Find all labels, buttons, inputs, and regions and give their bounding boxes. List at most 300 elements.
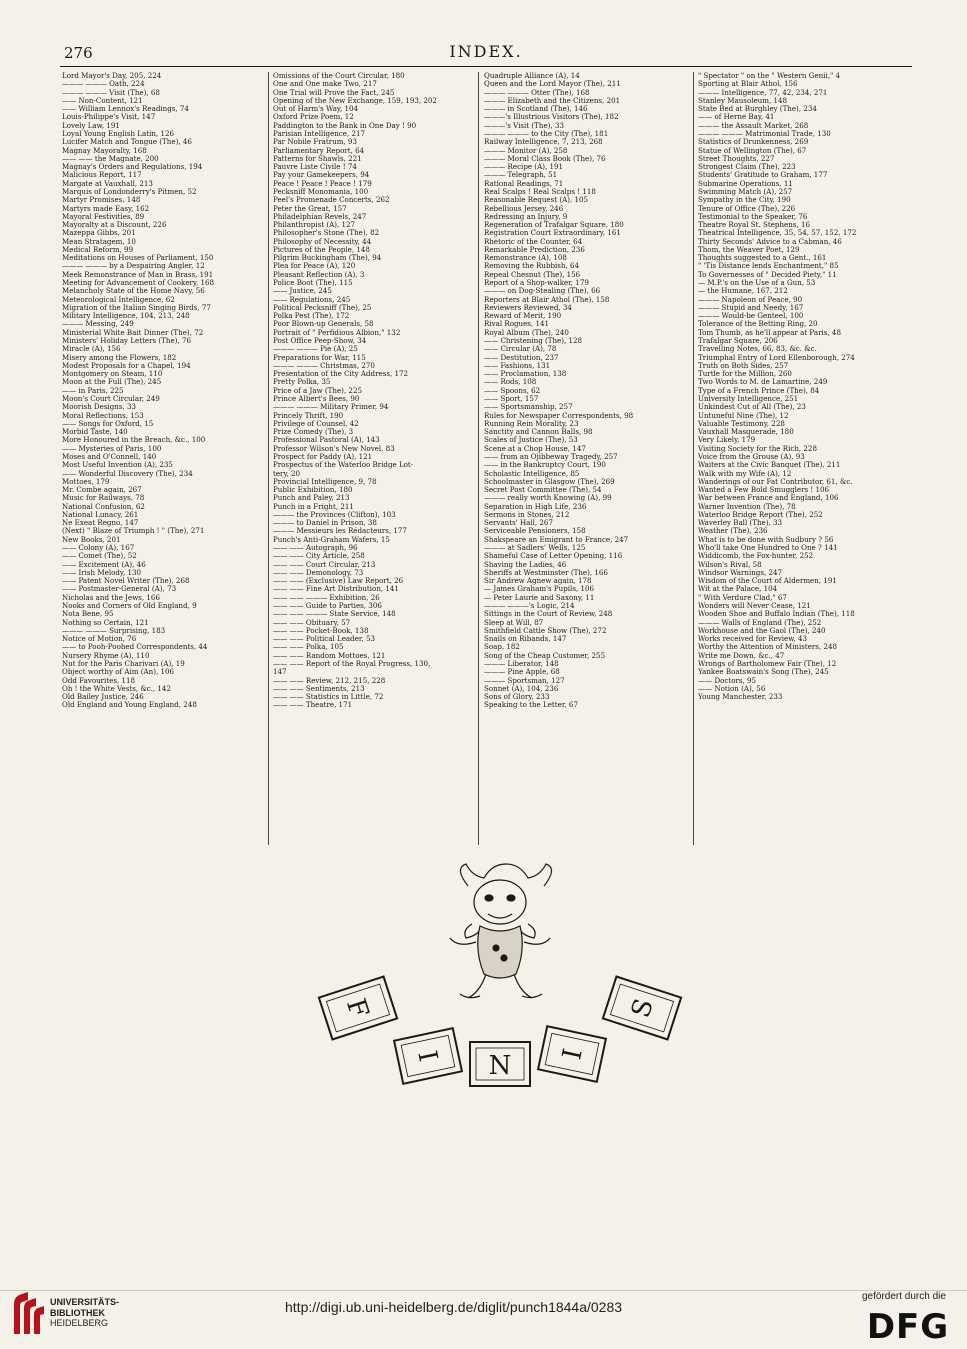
tile-i-second bbox=[538, 1026, 606, 1082]
index-entry: Preparations for War, 115 bbox=[273, 352, 366, 362]
index-entry: Sanctity and Cannon Balls, 98 bbox=[484, 427, 593, 437]
index-entry: Wisdom of the Court of Aldermen, 191 bbox=[698, 576, 837, 586]
index-entry: Reporters at Blair Athol (The), 158 bbox=[484, 294, 610, 304]
index-entry: Old Bailey Justice, 246 bbox=[62, 692, 144, 702]
index-column-3 bbox=[484, 72, 694, 710]
index-entry: Thoughts suggested to a Gent., 161 bbox=[698, 253, 827, 263]
index-entry: Shakspeare an Emigrant to France, 247 bbox=[484, 534, 629, 544]
index-entry: —— Doctors, 95 bbox=[698, 675, 757, 685]
index-entry: ——— ——— Matrimonial Trade, 130 bbox=[698, 128, 831, 138]
index-entry: Wonders will Never Cease, 121 bbox=[698, 601, 811, 610]
index-entry: University Intelligence, 251 bbox=[698, 393, 799, 403]
index-entry: Military Intelligence, 104, 213, 248 bbox=[62, 311, 190, 321]
index-entry: Pilgrim Buckingham (The), 94 bbox=[273, 253, 382, 263]
index-entry: Mottoes, 179 bbox=[62, 476, 110, 486]
index-entry: ——— Intelligence, 77, 42, 234, 271 bbox=[698, 87, 828, 97]
index-entry: State Bed at Burghley (The), 234 bbox=[698, 104, 817, 114]
index-entry: tery, 20 bbox=[273, 468, 301, 478]
index-entry: Street Thoughts, 227 bbox=[698, 153, 775, 163]
index-entry: Martyr Promises, 148 bbox=[62, 195, 141, 205]
index-entry: Pauvre Liste Civile ! 74 bbox=[273, 162, 357, 172]
index-entry: Moon's Court Circular, 249 bbox=[62, 393, 160, 403]
index-entry: —— —— the Magnate, 200 bbox=[62, 153, 159, 163]
index-entry: ——— ——— Visit (The), 68 bbox=[62, 87, 160, 97]
index-entry: Very Likely, 179 bbox=[698, 435, 756, 445]
index-entry: Most Useful Invention (A), 235 bbox=[62, 460, 173, 470]
tile-f bbox=[319, 977, 397, 1040]
index-entry: Odd Favourites, 118 bbox=[62, 675, 136, 685]
index-entry: Rebellious Jersey, 246 bbox=[484, 203, 564, 213]
index-entry: —— —— Polka, 105 bbox=[273, 642, 344, 652]
tile-s bbox=[603, 977, 681, 1040]
index-entry: Prize Comedy (The), 3 bbox=[273, 427, 354, 437]
index-entry: Wanted a Few Bold Smugglers ! 106 bbox=[698, 485, 830, 495]
index-entry: Widdicomb, the Fox-hunter, 252 bbox=[698, 551, 814, 561]
index-entry: " Spectator " on the " Western Genii," 4 bbox=[698, 72, 841, 80]
index-entry: ——— ——— Oath, 224 bbox=[62, 79, 145, 89]
index-entry: Sheriffs at Westminster (The), 166 bbox=[484, 567, 608, 577]
index-entry: ——— ——— Pie (A), 25 bbox=[273, 344, 358, 354]
index-entry: Professor Wilson's New Novel, 83 bbox=[273, 443, 395, 453]
index-entry: National Lunacy, 261 bbox=[62, 509, 139, 519]
index-entry: Sonnet (A), 104, 236 bbox=[484, 683, 559, 693]
index-entry: —— —— ——— Exhibition, 26 bbox=[273, 592, 380, 602]
index-entry: Montgomery on Steam, 110 bbox=[62, 369, 163, 379]
index-entry: Peel's Promenade Concerts, 262 bbox=[273, 195, 390, 205]
index-entry: Lucifer Match and Tongue (The), 46 bbox=[62, 137, 192, 147]
index-entry: Poor Blown-up Generals, 58 bbox=[273, 319, 374, 329]
index-column-2 bbox=[273, 72, 483, 710]
index-entry: Queen and the Lord Mayor (The), 211 bbox=[484, 79, 621, 89]
index-entry: Ne Exeat Regno, 147 bbox=[62, 518, 139, 528]
index-entry: —— —— Court Circular, 213 bbox=[273, 559, 376, 569]
index-entry: Punch and Paley, 213 bbox=[273, 493, 350, 503]
index-entry: Peace ! Peace ! Peace ! 179 bbox=[273, 178, 372, 188]
index-entry: " With Verdure Clad," 67 bbox=[698, 592, 787, 602]
index-entry: Parliamentary Report, 64 bbox=[273, 145, 365, 155]
svg-text:F: F bbox=[339, 995, 375, 1022]
index-entry: Ministers' Holiday Letters (The), 76 bbox=[62, 336, 191, 345]
index-entry: ——— Sportsman, 127 bbox=[484, 675, 565, 685]
index-entry: —— Justice, 245 bbox=[273, 286, 332, 296]
index-entry: Philosopher's Stone (The), 82 bbox=[273, 228, 380, 238]
index-entry: Morbid Taste, 140 bbox=[62, 427, 128, 437]
index-entry: —— —— Demonology, 73 bbox=[273, 567, 364, 577]
index-entry: ——— Walls of England (The), 252 bbox=[698, 617, 822, 627]
index-entry: —— —— Sentiments, 213 bbox=[273, 683, 365, 693]
index-entry: ——— Napoleon of Peace, 90 bbox=[698, 294, 803, 304]
dfg-logo-icon[interactable] bbox=[858, 1304, 958, 1344]
index-entry: ——— Elizabeth and the Citizens, 201 bbox=[484, 95, 621, 105]
index-entry: Mayoral Festivities, 89 bbox=[62, 211, 145, 221]
index-entry: Secret Post Committee (The), 54 bbox=[484, 485, 602, 495]
index-entry: Oh ! the White Vests, &c., 142 bbox=[62, 683, 171, 693]
index-entry: Provincial Intelligence, 9, 78 bbox=[273, 476, 377, 486]
index-entry: Scales of Justice (The), 53 bbox=[484, 435, 578, 445]
index-entry: Statistics of Drunkenness, 269 bbox=[698, 137, 809, 147]
index-entry: Philosophy of Necessity, 44 bbox=[273, 236, 372, 246]
index-entry: Regeneration of Trafalgar Square, 180 bbox=[484, 220, 624, 230]
index-entry: —— Proclamation, 138 bbox=[484, 369, 567, 379]
index-entry: Scholastic Intelligence, 85 bbox=[484, 468, 580, 478]
index-entry: Serviceable Pensioners, 158 bbox=[484, 526, 586, 536]
index-entry: Write me Down, &c., 47 bbox=[698, 650, 785, 660]
index-entry: Snails on Ribands, 147 bbox=[484, 634, 567, 644]
index-entry: Sir Andrew Agnew again, 178 bbox=[484, 576, 592, 586]
index-entry: Railway Intelligence, 7, 213, 268 bbox=[484, 137, 603, 147]
index-entry: Prospectus of the Waterloo Bridge Lot- bbox=[273, 460, 414, 470]
index-entry: One Trial will Prove the Fact, 245 bbox=[273, 87, 395, 97]
index-entry: Royal Album (The), 240 bbox=[484, 327, 569, 337]
index-entry: Workhouse and the Gaol (The), 240 bbox=[698, 625, 826, 635]
index-entry: Sittings in the Court of Review, 248 bbox=[484, 609, 613, 619]
index-entry: Vauxhall Masquerade, 180 bbox=[698, 427, 794, 437]
index-entry: Magnay Mayoralty, 168 bbox=[62, 145, 147, 155]
index-entry: —— Destitution, 237 bbox=[484, 352, 559, 362]
index-entry: Sporting at Blair Athol, 156 bbox=[698, 79, 798, 89]
index-entry: ——— Would-be Genteel, 100 bbox=[698, 311, 804, 321]
index-entry: Testimonial to the Speaker, 76 bbox=[698, 211, 808, 221]
index-entry: Tolerance of the Betting Ring, 20 bbox=[698, 319, 818, 329]
index-entry: ——— Moral Class Book (The), 76 bbox=[484, 153, 606, 163]
index-entry: Windsor Warnings, 247 bbox=[698, 567, 783, 577]
index-entry: Removing the Rubbish, 64 bbox=[484, 261, 580, 271]
index-entry: Melancholy State of the Home Navy, 56 bbox=[62, 286, 205, 296]
index-entry: Remarkable Prediction, 236 bbox=[484, 244, 585, 254]
index-entry: Privilege of Counsel, 42 bbox=[273, 418, 359, 428]
index-entry: What is to be done with Sudbury ? 56 bbox=[698, 534, 834, 544]
index-entry: Price of a Jaw (The), 225 bbox=[273, 385, 362, 395]
index-entry: —— —— Fine Art Distribution, 141 bbox=[273, 584, 399, 594]
index-entry: —— of Herne Bay, 41 bbox=[698, 112, 775, 122]
index-entry: ——— ——— Christmas, 270 bbox=[273, 360, 375, 370]
column-divider bbox=[478, 72, 479, 845]
index-entry: Nothing so Certain, 121 bbox=[62, 617, 149, 627]
index-entry: Speaking to the Letter, 67 bbox=[484, 700, 578, 710]
index-entry: Ministerial White Bait Dinner (The), 72 bbox=[62, 327, 204, 337]
index-entry: Omissions of the Court Circular, 180 bbox=[273, 72, 405, 80]
index-entry: Philanthropist (A), 127 bbox=[273, 220, 356, 230]
index-entry: —— Notion (A), 56 bbox=[698, 683, 766, 693]
index-entry: ——— at Sadlers' Wells, 125 bbox=[484, 543, 586, 553]
index-entry: Worthy the Attention of Ministers, 248 bbox=[698, 642, 837, 652]
index-entry: ——— Liberator, 148 bbox=[484, 658, 559, 668]
index-entry: ———'s Illustrious Visitors (The), 182 bbox=[484, 112, 619, 122]
index-entry: Pay your Gamekeepers, 94 bbox=[273, 170, 370, 180]
index-entry: Wit at the Palace, 104 bbox=[698, 584, 778, 594]
index-entry: Moon at the Full (The), 245 bbox=[62, 377, 162, 387]
index-entry: Mayoralty at a Discount, 226 bbox=[62, 220, 167, 230]
index-entry: — Peter Laurie and Saxony, 11 bbox=[484, 592, 595, 602]
index-entry: Sermons in Stones, 212 bbox=[484, 509, 570, 519]
index-entry: ——— to Daniel in Prison, 38 bbox=[273, 518, 377, 528]
index-entry: Waiters at the Civic Banquet (The), 211 bbox=[698, 460, 841, 470]
index-entry: Walk with my Wife (A), 12 bbox=[698, 468, 792, 478]
index-entry: Presentation of the City Address, 172 bbox=[273, 369, 409, 379]
index-entry: Peter the Great, 157 bbox=[273, 203, 347, 213]
index-entry: —— —— Review, 212, 215, 228 bbox=[273, 675, 386, 685]
index-entry: ——— ———'s Logic, 214 bbox=[484, 601, 575, 610]
index-entry: —— —— Random Mottoes, 121 bbox=[273, 650, 386, 660]
index-entry: —— —— Guide to Parties, 306 bbox=[273, 601, 382, 610]
index-entry: Quadruple Alliance (A), 14 bbox=[484, 72, 580, 80]
index-entry: Nut for the Paris Charivari (A), 19 bbox=[62, 658, 185, 668]
index-entry: Weather (The), 236 bbox=[698, 526, 768, 536]
index-entry: Nooks and Corners of Old England, 9 bbox=[62, 601, 197, 610]
index-entry: Miracle (A), 156 bbox=[62, 344, 121, 354]
index-entry: —— —— Statistics in Little, 72 bbox=[273, 692, 384, 702]
index-entry: Untuneful Nine (The), 12 bbox=[698, 410, 789, 420]
source-url-link[interactable]: http://digi.ub.uni-heidelberg.de/diglit/punch1844a/0283 bbox=[285, 1299, 623, 1315]
index-entry: Oxford Prize Poem, 12 bbox=[273, 112, 354, 122]
index-entry: New Books, 201 bbox=[62, 534, 121, 544]
index-entry: Political Pecksniff (The), 25 bbox=[273, 302, 372, 312]
index-column-4 bbox=[698, 72, 908, 701]
index-entry: ——— Messing, 249 bbox=[62, 319, 134, 329]
index-entry: Registration Court Extraordinary, 161 bbox=[484, 228, 621, 238]
index-entry: Nicholas and the Jews, 166 bbox=[62, 592, 160, 602]
index-entry: Pretty Polka, 35 bbox=[273, 377, 331, 387]
index-entry: Meeting for Advancement of Cookery, 168 bbox=[62, 278, 215, 288]
index-entry: —— Patent Novel Writer (The), 268 bbox=[62, 576, 190, 586]
index-entry: Stanley Mausoleum, 148 bbox=[698, 95, 788, 105]
index-entry: Voice from the Grouse (A), 93 bbox=[698, 451, 805, 461]
index-entry: Type of a French Prince (The), 84 bbox=[698, 385, 820, 395]
index-entry: —— Wonderful Discovery (The), 234 bbox=[62, 468, 193, 478]
index-entry: Truth on Both Sides, 257 bbox=[698, 360, 789, 370]
index-entry: Mean Stratagem, 10 bbox=[62, 236, 136, 246]
index-entry: — M.P.'s on the Use of a Gun, 53 bbox=[698, 278, 816, 288]
index-entry: Swimming Match (A), 257 bbox=[698, 186, 793, 196]
index-entry: Meek Remonstrance of Man in Brass, 191 bbox=[62, 269, 214, 279]
index-entry: Professional Pastoral (A), 143 bbox=[273, 435, 380, 445]
index-entry: Punch's Anti-Graham Wafers, 15 bbox=[273, 534, 390, 544]
index-entry: Pictures of the People, 148 bbox=[273, 244, 370, 254]
index-entry: Nota Bene, 95 bbox=[62, 609, 114, 619]
index-entry: Real Scalps ! Real Scalps ! 118 bbox=[484, 186, 596, 196]
svg-text:N: N bbox=[488, 1051, 512, 1081]
index-entry: —— Circular (A), 78 bbox=[484, 344, 557, 354]
index-entry: Opening of the New Exchange, 159, 193, 202 bbox=[273, 95, 437, 105]
index-entry: ———'s Visit (The), 33 bbox=[484, 120, 564, 130]
index-entry: Trafalgar Square, 206 bbox=[698, 336, 778, 345]
index-entry: ——— Stupid and Needy, 167 bbox=[698, 302, 804, 312]
index-entry: Who'll take One Hundred to One ? 141 bbox=[698, 543, 838, 553]
index-entry: Music for Railways, 78 bbox=[62, 493, 145, 503]
index-entry: Malicious Report, 117 bbox=[62, 170, 142, 180]
index-entry: Repeal Chesnut (The), 156 bbox=[484, 269, 581, 279]
index-entry: " 'Tis Distance lends Enchantment," 85 bbox=[698, 261, 839, 271]
index-entry: Servants' Hall, 267 bbox=[484, 518, 553, 528]
index-entry: Travelling Notes, 66, 83, &c. &c. bbox=[698, 344, 817, 354]
index-entry: Shameful Case of Letter Opening, 116 bbox=[484, 551, 623, 561]
index-entry: Magnay's Orders and Regulations, 194 bbox=[62, 162, 203, 172]
index-entry: Portrait of " Perfidious Albion," 132 bbox=[273, 327, 401, 337]
index-entry: Rational Readings, 71 bbox=[484, 178, 564, 188]
index-entry: Warner Invention (The), 78 bbox=[698, 501, 796, 511]
index-entry: Object worthy of Aim (An), 106 bbox=[62, 667, 175, 677]
index-entry: (Next) " Blaze of Triumph ! " (The), 271 bbox=[62, 526, 205, 536]
index-entry: Tenure of Office (The), 226 bbox=[698, 203, 796, 213]
index-entry: ——— Pine Apple, 68 bbox=[484, 667, 560, 677]
index-entry: ——— ——— Surprising, 183 bbox=[62, 625, 166, 635]
index-entry: Sons of Glory, 233 bbox=[484, 692, 550, 702]
index-entry: Two Words to M. de Lamartine, 249 bbox=[698, 377, 828, 387]
index-entry: Works received for Review, 43 bbox=[698, 634, 808, 644]
index-entry: Mr. Combe again, 267 bbox=[62, 485, 142, 495]
index-entry: Waterloo Bridge Report (The), 252 bbox=[698, 509, 823, 519]
index-entry: Turtle for the Million, 260 bbox=[698, 369, 792, 379]
index-entry: To Governesses of " Decided Piety," 11 bbox=[698, 269, 837, 279]
index-entry: Waverley Ball (The), 33 bbox=[698, 518, 783, 528]
index-entry: —— —— Pocket-Book, 138 bbox=[273, 625, 369, 635]
index-entry: Nursery Rhyme (A), 110 bbox=[62, 650, 150, 660]
index-entry: Report of a Shop-walker, 179 bbox=[484, 278, 589, 288]
index-entry: —— William Lennox's Readings, 74 bbox=[62, 104, 189, 114]
index-column-1 bbox=[62, 72, 272, 710]
index-entry: Loyal Young English Latin, 126 bbox=[62, 128, 174, 138]
index-entry: Song of the Cheap Customer, 255 bbox=[484, 650, 606, 660]
index-entry: Princely Thrift, 190 bbox=[273, 410, 344, 420]
index-entry: Remonstrance (A), 108 bbox=[484, 253, 567, 263]
index-entry: Strongest Claim (The), 223 bbox=[698, 162, 796, 172]
index-entry: Mazeppa Gibbs, 201 bbox=[62, 228, 136, 238]
index-entry: —— from an Ojibbeway Tragedy, 257 bbox=[484, 451, 618, 461]
index-entry: —— Mysteries of Paris, 100 bbox=[62, 443, 162, 453]
index-entry: Visiting Society for the Rich, 228 bbox=[698, 443, 817, 453]
index-entry: Louis-Philippe's Visit, 147 bbox=[62, 112, 156, 122]
index-entry: —— —— Report of the Royal Progress, 130, bbox=[273, 658, 431, 668]
index-entry: —— —— (Exclusive) Law Report, 26 bbox=[273, 576, 404, 586]
index-entry: Running Rein Morality, 23 bbox=[484, 418, 579, 428]
index-entry: More Honoured in the Breach, &c., 100 bbox=[62, 435, 206, 445]
index-entry: Wrongs of Bartholomew Fair (The), 12 bbox=[698, 658, 837, 668]
index-entry: —— Songs for Oxford, 15 bbox=[62, 418, 154, 428]
index-entry: Unkindest Cut of All (The), 23 bbox=[698, 402, 806, 412]
column-divider bbox=[693, 72, 694, 845]
index-entry: Modest Proposals for a Chapel, 194 bbox=[62, 360, 191, 370]
header-rule bbox=[60, 66, 912, 67]
index-entry: ——— Messieurs les Rédacteurs, 177 bbox=[273, 526, 407, 536]
index-entry: Wilson's Rival, 58 bbox=[698, 559, 762, 569]
index-entry: —— Excitement (A), 46 bbox=[62, 559, 146, 569]
index-entry: Theatre Royal St. Stephens, 16 bbox=[698, 220, 810, 230]
index-entry: 147 bbox=[273, 667, 287, 677]
tile-n bbox=[470, 1042, 530, 1086]
index-entry: Soap, 182 bbox=[484, 642, 520, 652]
index-entry: —— —— Autograph, 96 bbox=[273, 543, 358, 553]
index-entry: —— Colony (A), 167 bbox=[62, 543, 135, 553]
funding-note: gefördert durch die bbox=[862, 1291, 946, 1302]
index-entry: Old England and Young England, 248 bbox=[62, 700, 197, 710]
index-entry: Young Manchester, 233 bbox=[698, 692, 783, 702]
index-entry: —— —— ——— State Service, 148 bbox=[273, 609, 396, 619]
index-entry: ——— ——— by a Despairing Angler, 12 bbox=[62, 261, 205, 271]
index-entry: —— Comet (The), 52 bbox=[62, 551, 137, 561]
index-entry: Tom Thumb, as he'll appear at Paris, 48 bbox=[698, 327, 841, 337]
index-entry: Rival Rogues, 141 bbox=[484, 319, 549, 329]
index-entry: Separation in High Life, 236 bbox=[484, 501, 587, 511]
index-entry: —— —— City Article, 258 bbox=[273, 551, 365, 561]
index-entry: Marquis of Londonderry's Pitmen, 52 bbox=[62, 186, 197, 196]
index-entry: Paddington to the Bank in One Day ! 90 bbox=[273, 120, 417, 130]
index-entry: Smithfield Cattle Show (The), 272 bbox=[484, 625, 607, 635]
index-entry: —— Rods, 108 bbox=[484, 377, 537, 387]
index-entry: ——— Recipe (A), 191 bbox=[484, 162, 564, 172]
index-entry: Parisian Intelligence, 217 bbox=[273, 128, 366, 138]
index-entry: —— to Pooh-Poohed Correspondents, 44 bbox=[62, 642, 208, 652]
running-title: INDEX. bbox=[449, 42, 523, 61]
index-entry: —— Christening (The), 128 bbox=[484, 336, 583, 345]
index-entry: Pecksniff Monomania, 100 bbox=[273, 186, 369, 196]
column-divider bbox=[268, 72, 269, 845]
index-entry: — James Graham's Pupils, 106 bbox=[484, 584, 595, 594]
index-entry: ——— ——— to the City (The), 181 bbox=[484, 128, 609, 138]
index-entry: Notice of Motion, 76 bbox=[62, 634, 137, 644]
index-entry: Schoolmaster in Glasgow (The), 269 bbox=[484, 476, 615, 486]
index-entry: —— in the Bankruptcy Court, 190 bbox=[484, 460, 606, 470]
index-entry: — the Humane, 167, 212 bbox=[698, 286, 788, 296]
index-entry: Yankee Boatswain's Song (The), 245 bbox=[698, 667, 829, 677]
index-entry: Valuable Testimony, 228 bbox=[698, 418, 785, 428]
index-entry: Submarine Operations, 11 bbox=[698, 178, 793, 188]
index-entry: —— Sportsmanship, 257 bbox=[484, 402, 573, 412]
index-entry: Scene at a Chop House, 147 bbox=[484, 443, 586, 453]
index-entry: ——— really worth Knowing (A), 99 bbox=[484, 493, 612, 503]
index-entry: Statue of Wellington (The), 67 bbox=[698, 145, 807, 155]
index-entry: —— Irish Melody, 130 bbox=[62, 567, 142, 577]
index-entry: Rules for Newspaper Correspondents, 98 bbox=[484, 410, 634, 420]
finis-illustration bbox=[300, 858, 700, 1098]
index-entry: Shaving the Ladies, 46 bbox=[484, 559, 567, 569]
index-entry: Lord Mayor's Day, 205, 224 bbox=[62, 72, 162, 80]
index-entry: Prospect for Paddy (A), 121 bbox=[273, 451, 373, 461]
index-entry: Margate at Vauxhall, 213 bbox=[62, 178, 153, 188]
library-name[interactable]: UNIVERSITÄTS- BIBLIOTHEK HEIDELBERG bbox=[50, 1297, 120, 1328]
index-entry: Theatrical Intelligence, 35, 54, 57, 152, 172 bbox=[698, 228, 857, 238]
svg-text:S: S bbox=[625, 995, 660, 1022]
index-entry: Thom, the Weaver Poet, 129 bbox=[698, 244, 800, 254]
index-entry: Patterns for Shawls, 221 bbox=[273, 153, 362, 163]
page-header bbox=[60, 42, 912, 66]
svg-text:I: I bbox=[557, 1046, 589, 1063]
index-entry: Moses and O'Connell, 140 bbox=[62, 451, 157, 461]
index-entry: Martyrs made Easy, 162 bbox=[62, 203, 150, 213]
tile-i bbox=[394, 1028, 462, 1084]
index-entry: Polka Pest (The), 172 bbox=[273, 311, 350, 321]
index-entry: —— —— Obituary, 57 bbox=[273, 617, 351, 627]
index-entry: —— Fashions, 131 bbox=[484, 360, 551, 370]
index-entry: ——— in Scotland (The), 146 bbox=[484, 104, 588, 114]
index-entry: War between France and England, 106 bbox=[698, 493, 839, 503]
svg-text:I: I bbox=[411, 1048, 443, 1065]
index-entry: ——— the Assault Market, 268 bbox=[698, 120, 809, 130]
svg-text:DFG: DFG bbox=[866, 1307, 950, 1344]
index-entry: —— Spoons, 62 bbox=[484, 385, 541, 395]
index-entry: Rhetoric of the Counter, 64 bbox=[484, 236, 583, 246]
index-entry: ——— ——— Military Primer, 94 bbox=[273, 402, 389, 412]
index-entry: Wanderings of our Fat Contributor, 61, &c. bbox=[698, 476, 853, 486]
index-entry: Migration of the Italian Singing Birds, 77 bbox=[62, 302, 211, 312]
index-entry: ——— Telegraph, 51 bbox=[484, 170, 558, 180]
index-entry: ——— Monitor (A), 258 bbox=[484, 145, 568, 155]
index-entry: Sympathy in the City, 190 bbox=[698, 195, 791, 205]
index-entry: Meditations on Houses of Parliament, 150 bbox=[62, 253, 214, 263]
index-entry: Police Boot (The), 115 bbox=[273, 278, 353, 288]
index-entry: Pleasant Reflection (A), 3 bbox=[273, 269, 365, 279]
index-entry: Post Office Peep-Show, 34 bbox=[273, 336, 367, 345]
index-entry: One and One make Two, 217 bbox=[273, 79, 377, 89]
